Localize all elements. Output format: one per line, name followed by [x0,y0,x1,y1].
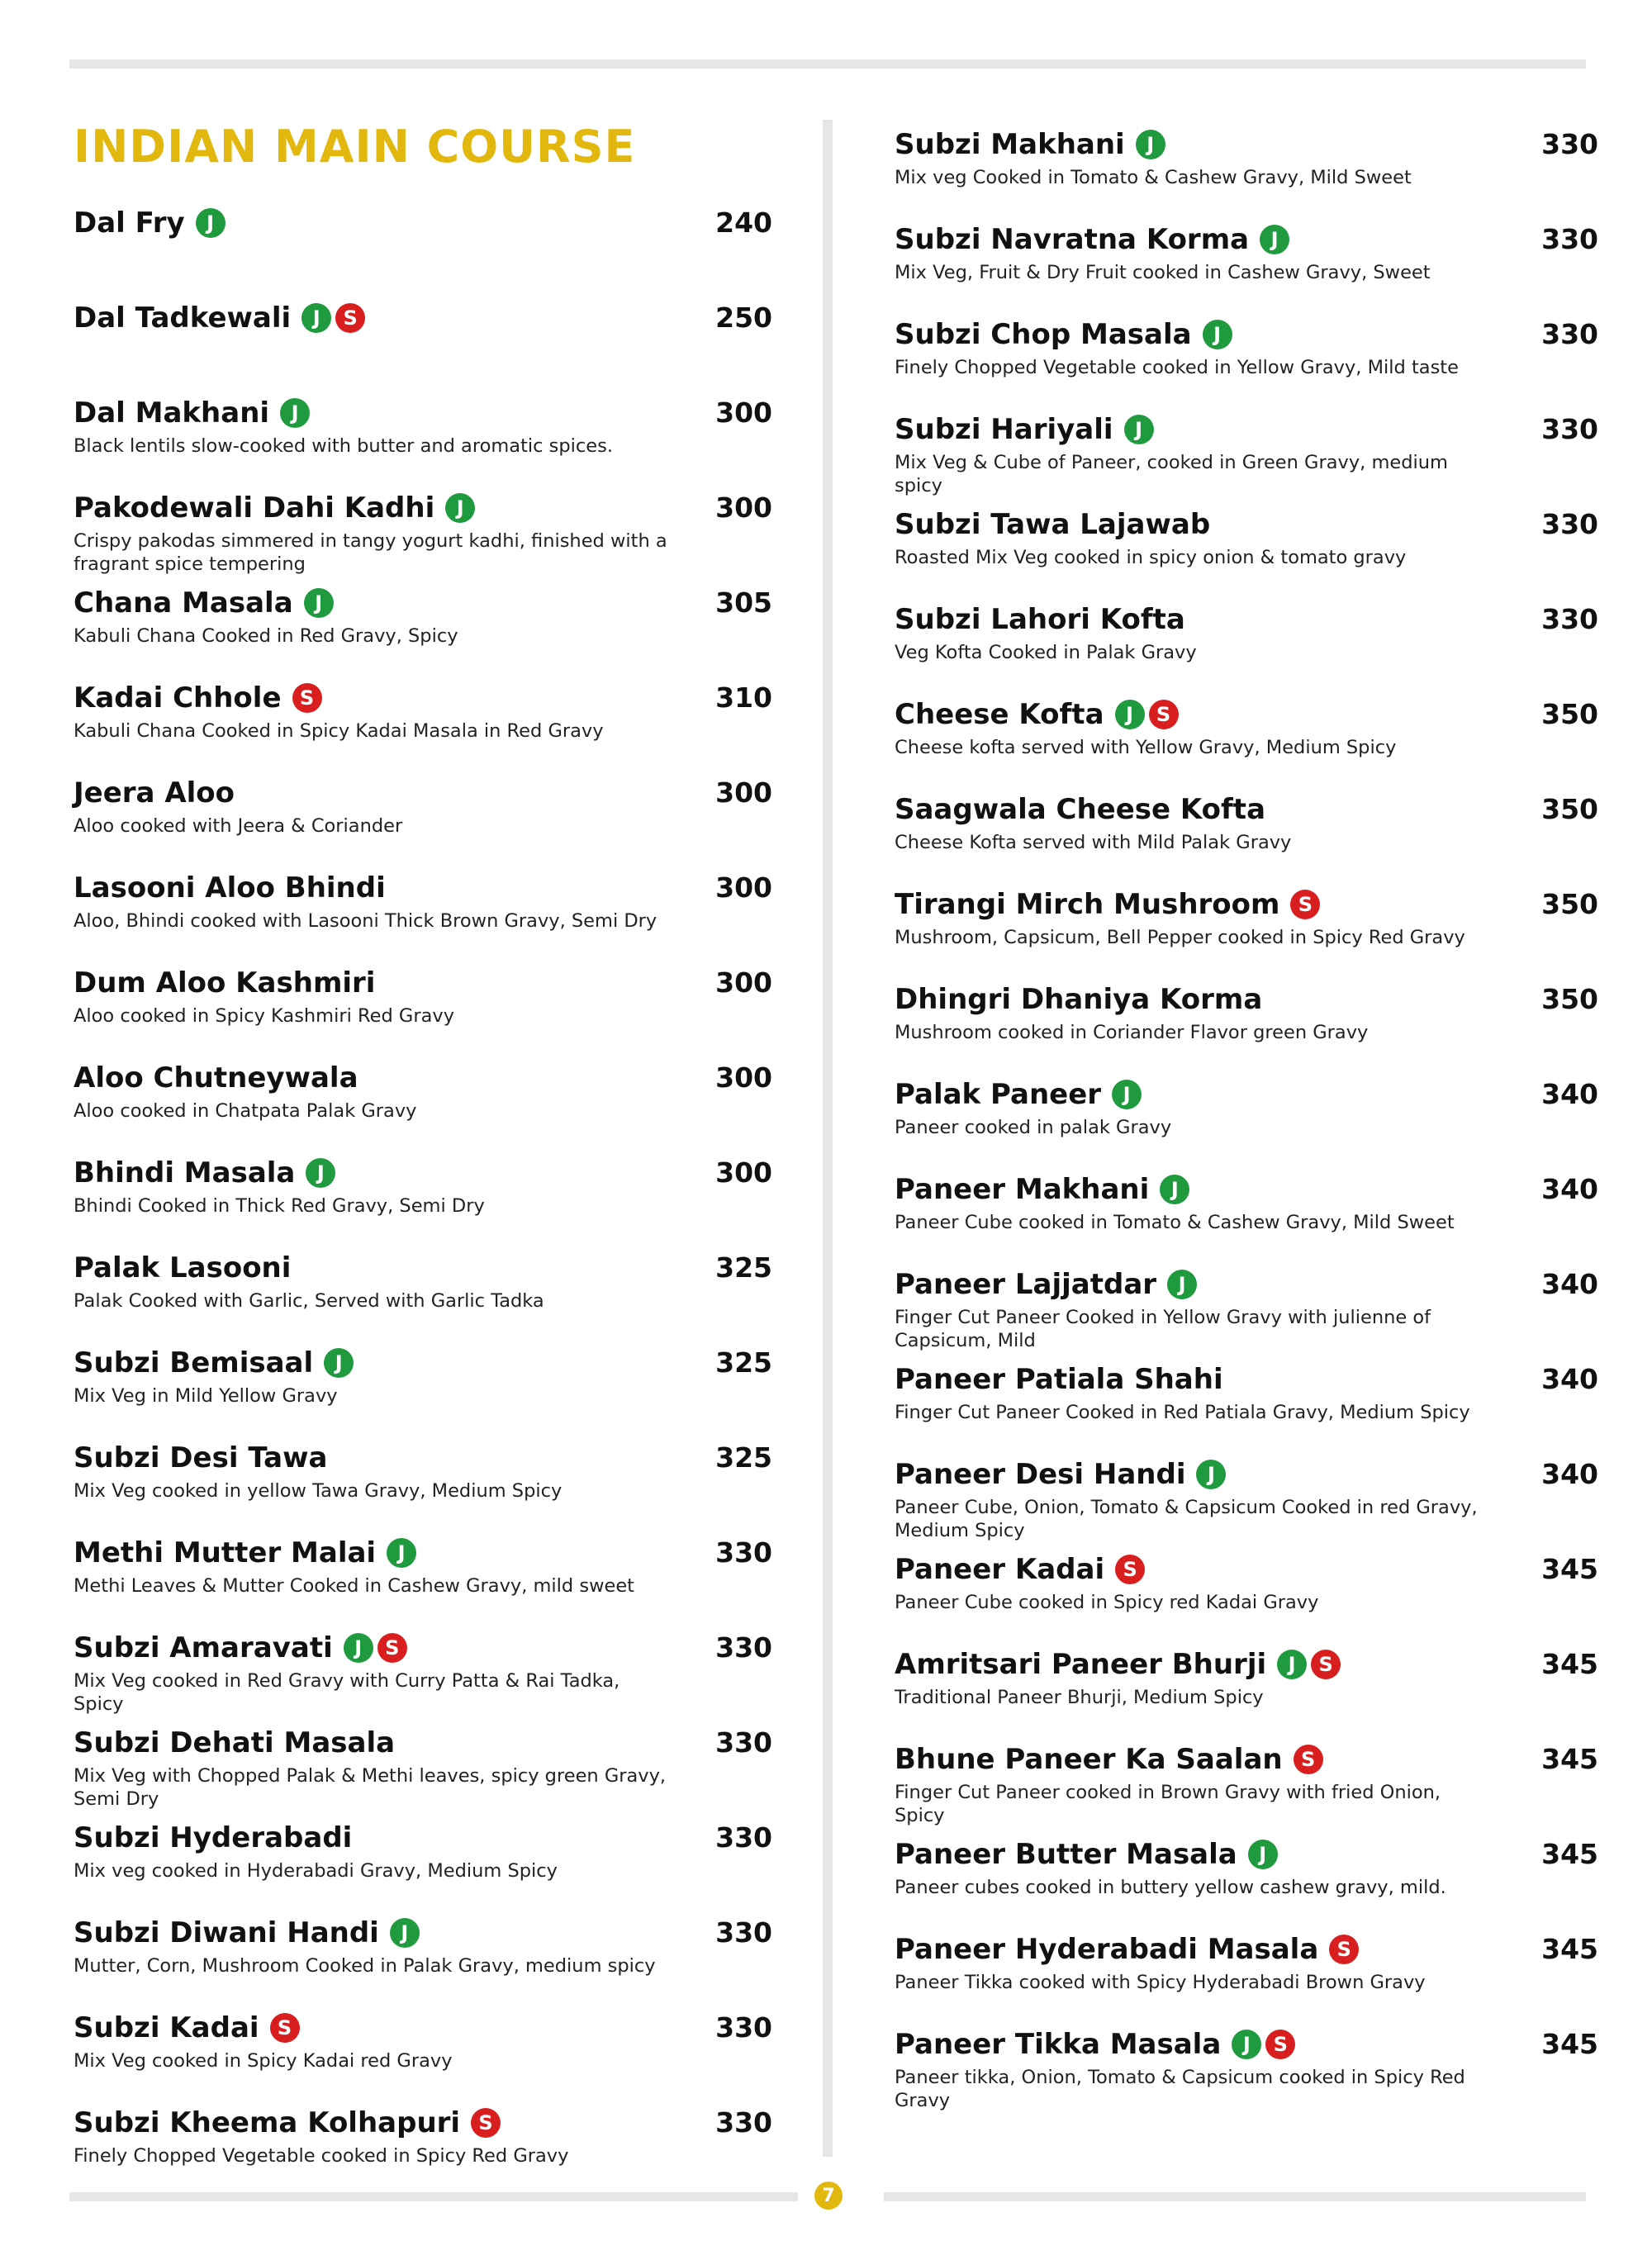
menu-item-name: Paneer Lajjatdar [895,1268,1157,1301]
menu-item-header [74,2103,772,2143]
menu-item [74,678,772,743]
menu-item-description: Mix Veg in Mild Yellow Gravy [74,1385,338,1407]
menu-item-name: Cheese Kofta [895,698,1104,731]
menu-item [74,1248,772,1313]
bottom-rule-right [884,2192,1586,2201]
spicy-badge-icon: S [471,2108,501,2138]
menu-item-name: Paneer Makhani [895,1173,1150,1206]
menu-item [895,1740,1598,1827]
menu-item-description: Mix veg cooked in Hyderabadi Gravy, Medium Spicy [74,1860,558,1882]
menu-item-name: Subzi Hariyali [895,413,1113,446]
menu-item-price: 300 [715,491,772,524]
menu-item-price: 300 [715,1061,772,1094]
menu-item-description: Mix Veg cooked in Red Gravy with Curry Patta & Rai Tadka, Spicy [74,1670,620,1715]
menu-item-header [895,1930,1598,1969]
menu-item-price: 345 [1541,2028,1598,2060]
menu-item-header [895,600,1598,639]
menu-item-name: Saagwala Cheese Kofta [895,793,1266,826]
menu-item [74,583,772,648]
menu-item [74,2008,772,2072]
menu-item-description: Aloo, Bhindi cooked with Lasooni Thick Brown Gravy, Semi Dry [74,910,657,932]
menu-item-description: Kabuli Chana Cooked in Red Gravy, Spicy [74,625,458,647]
menu-item-price: 330 [1541,128,1598,160]
menu-item [74,1438,772,1503]
menu-item [895,790,1598,854]
menu-item [895,1835,1598,1899]
menu-item-header [895,1360,1598,1399]
dietary-badges [1277,1650,1341,1679]
menu-item-header [74,773,772,813]
menu-item-price: 345 [1541,1553,1598,1585]
jain-badge-icon: J [280,398,310,428]
menu-item-name: Dal Tadkewali [74,301,292,335]
menu-item [74,773,772,838]
menu-item-header [74,1343,772,1383]
dietary-badges [1160,1175,1189,1204]
page-title: INDIAN MAIN COURSE [74,121,636,173]
menu-item-header [895,1550,1598,1589]
menu-item [895,315,1598,379]
menu-item-name: Subzi Diwani Handi [74,1916,379,1949]
menu-item-price: 325 [715,1441,772,1474]
menu-item [74,203,772,243]
spicy-badge-icon: S [1329,1935,1359,1964]
dietary-badges [1294,1745,1323,1774]
menu-item-name: Paneer Butter Masala [895,1838,1237,1871]
menu-item-description: Finely Chopped Vegetable cooked in Yellow Gravy, Mild taste [895,357,1459,378]
menu-item-name: Amritsari Paneer Bhurji [895,1648,1267,1681]
menu-item-price: 325 [715,1251,772,1284]
menu-item [74,2103,772,2167]
menu-item-header [895,1455,1598,1494]
menu-item-price: 330 [1541,318,1598,350]
menu-item-name: Paneer Desi Handi [895,1458,1186,1491]
menu-item-description: Paneer Tikka cooked with Spicy Hyderabadi Brown Gravy [895,1972,1426,1993]
jain-badge-icon: J [1112,1080,1142,1109]
menu-item-description: Paneer cooked in palak Gravy [895,1117,1172,1138]
menu-item [895,2025,1598,2112]
menu-item-header [895,410,1598,449]
dietary-badges [280,398,310,428]
dietary-badges [1115,1555,1145,1584]
menu-item-header [74,678,772,718]
menu-item-price: 340 [1541,1078,1598,1110]
menu-item-description: Crispy pakodas simmered in tangy yogurt kadhi, finished with a fragrant spice tempering [74,530,667,575]
menu-item-price: 350 [1541,698,1598,730]
menu-item-header [74,1248,772,1288]
menu-item-name: Dal Fry [74,207,185,240]
spicy-badge-icon: S [335,303,365,333]
menu-item-header [74,1438,772,1478]
menu-item [895,600,1598,664]
menu-item [74,1153,772,1218]
dietary-badges [301,303,365,333]
menu-item-description: Mushroom, Capsicum, Bell Pepper cooked in Spicy Red Gravy [895,927,1465,948]
menu-item-description: Veg Kofta Cooked in Palak Gravy [895,642,1197,663]
jain-badge-icon: J [306,1158,335,1188]
menu-item-description: Finger Cut Paneer Cooked in Yellow Gravy with julienne of Capsicum, Mild [895,1307,1431,1351]
menu-item [895,505,1598,569]
menu-item-name: Palak Paneer [895,1078,1102,1111]
menu-item-price: 300 [715,1156,772,1189]
dietary-badges [1115,700,1179,729]
menu-item-description: Finger Cut Paneer cooked in Brown Gravy with fried Onion, Spicy [895,1782,1441,1826]
menu-item-name: Subzi Lahori Kofta [895,603,1185,636]
menu-item-header [895,1170,1598,1209]
dietary-badges [344,1633,407,1663]
menu-item-price: 240 [715,207,772,239]
menu-item-header [74,1818,772,1858]
dietary-badges [387,1538,416,1568]
spicy-badge-icon: S [1290,890,1320,919]
menu-item-header [895,1835,1598,1874]
menu-item-name: Bhindi Masala [74,1156,296,1189]
menu-item-name: Subzi Bemisaal [74,1346,314,1379]
menu-item-price: 345 [1541,1933,1598,1965]
menu-item-price: 340 [1541,1268,1598,1300]
menu-item [895,1645,1598,1709]
menu-item-name: Subzi Tawa Lajawab [895,508,1211,541]
jain-badge-icon: J [196,208,225,238]
menu-item-name: Subzi Makhani [895,128,1125,161]
menu-item-header [74,393,772,433]
menu-item-description: Paneer Cube, Onion, Tomato & Capsicum Cooked in red Gravy, Medium Spicy [895,1497,1478,1541]
menu-item-price: 345 [1541,1743,1598,1775]
menu-item-price: 345 [1541,1648,1598,1680]
menu-item-description: Traditional Paneer Bhurji, Medium Spicy [895,1687,1264,1708]
menu-item-description: Paneer tikka, Onion, Tomato & Capsicum cooked in Spicy Red Gravy [895,2067,1465,2111]
menu-item-price: 350 [1541,888,1598,920]
menu-item-header [895,1645,1598,1684]
menu-item-header [895,980,1598,1019]
menu-item-name: Palak Lasooni [74,1251,292,1284]
menu-item-description: Paneer cubes cooked in buttery yellow cashew gravy, mild. [895,1877,1446,1898]
spicy-badge-icon: S [1294,1745,1323,1774]
menu-item-description: Paneer Cube cooked in Tomato & Cashew Gravy, Mild Sweet [895,1212,1455,1233]
jain-badge-icon: J [304,588,334,618]
jain-badge-icon: J [1277,1650,1307,1679]
menu-item-price: 340 [1541,1458,1598,1490]
menu-item-price: 330 [1541,223,1598,255]
dietary-badges [1124,415,1154,444]
menu-item-price: 330 [715,2106,772,2139]
menu-item-name: Kadai Chhole [74,681,282,715]
menu-item-name: Subzi Kheema Kolhapuri [74,2106,461,2139]
menu-item-name: Subzi Hyderabadi [74,1821,353,1854]
dietary-badges [1167,1270,1197,1299]
menu-item [74,1058,772,1123]
menu-item-description: Aloo cooked with Jeera & Coriander [74,815,403,837]
menu-item-price: 330 [715,1916,772,1949]
dietary-badges [1260,225,1289,254]
menu-item-header [895,790,1598,829]
menu-item-name: Subzi Navratna Korma [895,223,1250,256]
menu-item-header [74,1058,772,1098]
bottom-rule-left [69,2192,798,2201]
dietary-badges [1232,2030,1295,2059]
menu-item-description: Cheese Kofta served with Mild Palak Gravy [895,832,1292,853]
menu-item-price: 340 [1541,1173,1598,1205]
jain-badge-icon: J [1124,415,1154,444]
menu-item-header [74,488,772,528]
menu-item [895,695,1598,759]
jain-badge-icon: J [1232,2030,1261,2059]
dietary-badges [1290,890,1320,919]
menu-item-header [74,1723,772,1763]
menu-item-header [74,1628,772,1668]
menu-item-description: Mix Veg with Chopped Palak & Methi leaves, spicy green Gravy, Semi Dry [74,1765,667,1810]
menu-item-name: Chana Masala [74,586,293,620]
jain-badge-icon: J [1260,225,1289,254]
dietary-badges [1329,1935,1359,1964]
jain-badge-icon: J [301,303,331,333]
menu-item-description: Mix Veg & Cube of Paneer, cooked in Green Gravy, medium spicy [895,452,1448,496]
menu-item-description: Aloo cooked in Chatpata Palak Gravy [74,1100,417,1122]
menu-item [74,393,772,458]
menu-item [895,1930,1598,1994]
menu-item-description: Mix Veg cooked in yellow Tawa Gravy, Medium Spicy [74,1480,563,1502]
menu-item [74,868,772,933]
jain-badge-icon: J [1196,1460,1226,1489]
menu-item [74,1343,772,1408]
menu-item [895,885,1598,949]
spicy-badge-icon: S [1311,1650,1341,1679]
menu-item-price: 300 [715,966,772,999]
menu-item-description: Mix Veg, Fruit & Dry Fruit cooked in Cashew Gravy, Sweet [895,262,1431,283]
spicy-badge-icon: S [292,683,322,713]
spicy-badge-icon: S [1149,700,1179,729]
dietary-badges [390,1918,420,1948]
menu-item-name: Dum Aloo Kashmiri [74,966,376,999]
spicy-badge-icon: S [1265,2030,1295,2059]
dietary-badges [304,588,334,618]
menu-item-description: Aloo cooked in Spicy Kashmiri Red Gravy [74,1005,455,1027]
dietary-badges [1203,320,1232,349]
menu-item-name: Bhune Paneer Ka Saalan [895,1743,1283,1776]
menu-item-description: Mushroom cooked in Coriander Flavor green Gravy [895,1022,1369,1043]
menu-item [74,1628,772,1716]
menu-item-price: 345 [1541,1838,1598,1870]
menu-item-price: 300 [715,871,772,904]
menu-item-name: Subzi Chop Masala [895,318,1192,351]
jain-badge-icon: J [1115,700,1145,729]
menu-item [74,488,772,576]
menu-item [895,220,1598,284]
menu-item-name: Subzi Kadai [74,2011,259,2044]
menu-item-header [74,963,772,1003]
menu-item-name: Aloo Chutneywala [74,1061,358,1094]
menu-item-price: 340 [1541,1363,1598,1395]
menu-item-price: 250 [715,301,772,334]
menu-item-description: Finely Chopped Vegetable cooked in Spicy Red Gravy [74,2145,569,2167]
top-rule [69,59,1586,69]
menu-item [895,410,1598,497]
menu-item-price: 325 [715,1346,772,1379]
menu-item-description: Methi Leaves & Mutter Cooked in Cashew Gravy, mild sweet [74,1575,634,1597]
menu-item-header [74,2008,772,2048]
menu-item-header [74,1153,772,1193]
jain-badge-icon: J [344,1633,373,1663]
dietary-badges [445,493,475,523]
menu-item [895,125,1598,189]
menu-item-name: Methi Mutter Malai [74,1536,377,1569]
menu-item-description: Finger Cut Paneer Cooked in Red Patiala Gravy, Medium Spicy [895,1402,1470,1423]
menu-item-description: Bhindi Cooked in Thick Red Gravy, Semi Dry [74,1195,485,1217]
menu-item [895,1265,1598,1352]
menu-item-price: 330 [715,2011,772,2044]
menu-item-header [895,220,1598,259]
page-number-badge: 7 [814,2182,843,2210]
menu-item-price: 350 [1541,793,1598,825]
menu-item [74,1913,772,1978]
menu-item-name: Dal Makhani [74,396,270,430]
menu-item [895,1550,1598,1614]
menu-item [74,963,772,1028]
menu-item-header [895,315,1598,354]
menu-item-price: 330 [1541,603,1598,635]
spicy-badge-icon: S [270,2013,300,2043]
menu-item-price: 305 [715,586,772,619]
menu-item-price: 300 [715,396,772,429]
menu-item [74,1723,772,1811]
menu-item-description: Mix veg Cooked in Tomato & Cashew Gravy, Mild Sweet [895,167,1412,188]
menu-item-description: Palak Cooked with Garlic, Served with Garlic Tadka [74,1290,544,1312]
menu-item-name: Paneer Hyderabadi Masala [895,1933,1319,1966]
menu-item [74,1533,772,1598]
menu-item-header [895,2025,1598,2064]
menu-item [895,980,1598,1044]
menu-item-price: 330 [715,1821,772,1854]
menu-item-header [74,1913,772,1953]
menu-item [74,1818,772,1883]
menu-item-description: Roasted Mix Veg cooked in spicy onion & tomato gravy [895,547,1407,568]
dietary-badges [270,2013,300,2043]
dietary-badges [1248,1840,1278,1869]
menu-item-header [895,695,1598,734]
menu-item-header [895,1265,1598,1304]
dietary-badges [324,1348,354,1378]
menu-item-name: Tirangi Mirch Mushroom [895,888,1280,921]
menu-item-price: 300 [715,776,772,809]
menu-item-header [74,203,772,243]
jain-badge-icon: J [1136,130,1165,159]
menu-item-price: 330 [1541,508,1598,540]
menu-item-price: 330 [715,1536,772,1569]
menu-item [895,1455,1598,1542]
menu-item-header [74,298,772,338]
dietary-badges [292,683,322,713]
menu-item-description: Cheese kofta served with Yellow Gravy, Medium Spicy [895,737,1397,758]
dietary-badges [1196,1460,1226,1489]
jain-badge-icon: J [1167,1270,1197,1299]
menu-item-name: Paneer Kadai [895,1553,1105,1586]
menu-item-name: Pakodewali Dahi Kadhi [74,491,435,525]
menu-item-name: Jeera Aloo [74,776,235,810]
menu-item-header [895,505,1598,544]
menu-item-header [74,583,772,623]
menu-item-header [895,125,1598,164]
jain-badge-icon: J [324,1348,354,1378]
spicy-badge-icon: S [1115,1555,1145,1584]
menu-item [74,298,772,338]
jain-badge-icon: J [387,1538,416,1568]
menu-item-price: 350 [1541,983,1598,1015]
menu-item-name: Paneer Patiala Shahi [895,1363,1223,1396]
menu-item-header [74,868,772,908]
menu-item-name: Subzi Desi Tawa [74,1441,328,1474]
menu-item-price: 330 [715,1631,772,1664]
dietary-badges [471,2108,501,2138]
menu-item-name: Subzi Amaravati [74,1631,333,1664]
dietary-badges [1112,1080,1142,1109]
menu-item-name: Subzi Dehati Masala [74,1726,396,1759]
dietary-badges [1136,130,1165,159]
menu-item-description: Mutter, Corn, Mushroom Cooked in Palak Gravy, medium spicy [74,1955,656,1977]
spicy-badge-icon: S [377,1633,407,1663]
menu-item-price: 310 [715,681,772,714]
menu-item-description: Black lentils slow-cooked with butter and aromatic spices. [74,435,614,457]
menu-item-name: Dhingri Dhaniya Korma [895,983,1263,1016]
menu-item [895,1075,1598,1139]
menu-item-description: Kabuli Chana Cooked in Spicy Kadai Masala in Red Gravy [74,720,604,742]
menu-item-description: Mix Veg cooked in Spicy Kadai red Gravy [74,2050,453,2072]
menu-item-name: Paneer Tikka Masala [895,2028,1222,2061]
menu-item-header [895,1740,1598,1779]
column-divider [823,120,833,2157]
dietary-badges [306,1158,335,1188]
menu-item-price: 330 [715,1726,772,1759]
menu-item-header [895,885,1598,924]
menu-item-price: 330 [1541,413,1598,445]
jain-badge-icon: J [1203,320,1232,349]
menu-item [895,1170,1598,1234]
menu-item-description: Paneer Cube cooked in Spicy red Kadai Gravy [895,1592,1319,1613]
jain-badge-icon: J [1248,1840,1278,1869]
menu-item-header [895,1075,1598,1114]
menu-item [895,1360,1598,1424]
menu-item-name: Lasooni Aloo Bhindi [74,871,386,904]
menu-item-header [74,1533,772,1573]
jain-badge-icon: J [390,1918,420,1948]
jain-badge-icon: J [1160,1175,1189,1204]
dietary-badges [196,208,225,238]
jain-badge-icon: J [445,493,475,523]
